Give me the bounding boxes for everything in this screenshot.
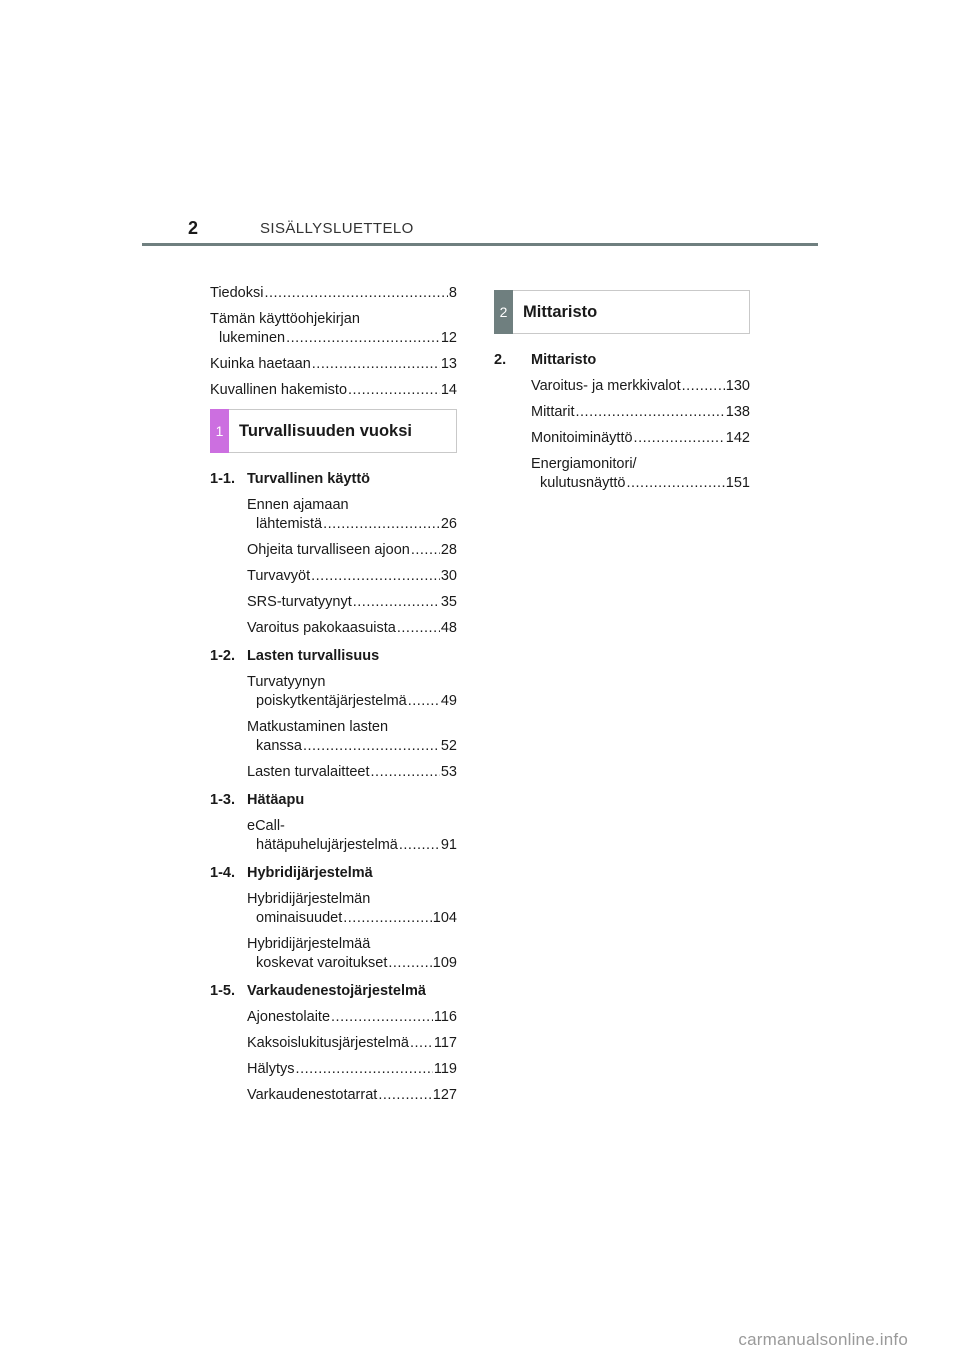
section-number: 1-5. [210, 983, 235, 999]
toc-entry[interactable] [210, 593, 457, 612]
toc-entry-title: Varoitus pakokaasuista [247, 620, 396, 636]
section-number: 1-1. [210, 471, 235, 487]
toc-entry[interactable] [210, 567, 457, 586]
toc-page-number: 109 [432, 955, 457, 971]
chapter-2-tab-number: 2 [494, 290, 513, 334]
dot-leader [410, 1034, 433, 1053]
toc-column-left [210, 284, 457, 1112]
toc-page-number: 117 [433, 1035, 457, 1051]
toc-page-number: 104 [432, 910, 457, 926]
dot-leader [303, 737, 440, 756]
toc-entry-title-line: Tämän käyttöohjekirjan [210, 311, 360, 327]
toc-entry[interactable] [210, 541, 457, 560]
chapter-2-tab[interactable] [494, 290, 750, 334]
toc-entry-title: poiskytkentäjärjestelmä [256, 693, 407, 709]
dot-leader [576, 403, 725, 422]
header-rule [142, 243, 818, 246]
toc-page-number: 35 [440, 594, 457, 610]
toc-page-number: 116 [433, 1009, 457, 1025]
dot-leader [626, 474, 724, 493]
toc-entry[interactable] [210, 763, 457, 782]
dot-leader [286, 329, 440, 348]
toc-entry[interactable] [210, 381, 457, 400]
toc-entry-title-line: eCall- [247, 818, 285, 834]
chapter-1-tab[interactable] [210, 409, 457, 453]
toc-page-number: 52 [440, 738, 457, 754]
page-header [142, 214, 818, 246]
toc-page-number: 142 [725, 430, 750, 446]
toc-entry-title-line: Hybridijärjestelmän [247, 891, 371, 907]
section-heading[interactable] [210, 864, 457, 883]
section-title: Hybridijärjestelmä [247, 865, 373, 881]
dot-leader [378, 1086, 431, 1105]
section-title: Hätäapu [247, 792, 305, 808]
section-heading[interactable] [210, 982, 457, 1001]
chapter-2-title: Mittaristo [523, 302, 598, 321]
toc-entry-title: Varoitus- ja merkkivalot [531, 378, 681, 394]
header-title: SISÄLLYSLUETTELO [260, 220, 414, 237]
dot-leader [353, 593, 440, 612]
toc-page-number: 49 [440, 693, 457, 709]
section-number: 1-2. [210, 648, 235, 664]
dot-leader [323, 515, 440, 534]
dot-leader [399, 836, 440, 855]
toc-page-number: 127 [432, 1087, 457, 1103]
toc-entry[interactable] [210, 935, 457, 973]
dot-leader [634, 429, 725, 448]
toc-page-number: 91 [440, 837, 457, 853]
toc-entry-title-line: Hybridijärjestelmää [247, 936, 371, 952]
toc-entry[interactable] [210, 890, 457, 928]
toc-page-number: 151 [725, 475, 750, 491]
toc-entry[interactable] [210, 1060, 457, 1079]
intro-list [210, 284, 457, 400]
toc-page-number: 12 [440, 330, 457, 346]
toc-entry-title: Ohjeita turvalliseen ajoon [247, 542, 410, 558]
watermark: carmanualsonline.info [738, 1330, 908, 1349]
toc-entry-title-line: Turvatyynyn [247, 674, 326, 690]
dot-leader [682, 377, 725, 396]
toc-entry[interactable] [494, 403, 750, 422]
toc-entry-title: lähtemistä [256, 516, 323, 532]
toc-entry-title: Varkaudenestotarrat [247, 1087, 378, 1103]
toc-entry[interactable] [210, 355, 457, 374]
toc-page-number: 53 [440, 764, 457, 780]
toc-page-number: 130 [725, 378, 750, 394]
toc-page-number: 48 [440, 620, 457, 636]
section-heading[interactable] [210, 470, 457, 489]
toc-page-number: 30 [440, 568, 457, 584]
toc-entry-title: lukeminen [219, 330, 286, 346]
toc-entry-title: Mittarit [531, 404, 575, 420]
dot-leader [312, 355, 440, 374]
section-heading[interactable] [210, 647, 457, 666]
toc-entry[interactable] [494, 377, 750, 396]
toc-entry-title-line: Matkustaminen lasten [247, 719, 389, 735]
section-heading[interactable] [210, 791, 457, 810]
section-title: Varkaudenestojärjestelmä [247, 983, 426, 999]
dot-leader [397, 619, 440, 638]
toc-page-number: 13 [440, 356, 457, 372]
dot-leader [331, 1008, 433, 1027]
toc-entry[interactable] [210, 619, 457, 638]
dot-leader [311, 567, 440, 586]
dot-leader [371, 763, 440, 782]
toc-entry-title: hätäpuhelujärjestelmä [256, 837, 398, 853]
toc-page-number: 26 [440, 516, 457, 532]
dot-leader [264, 284, 447, 303]
toc-page-number: 8 [448, 285, 457, 301]
toc-entry-title: Tiedoksi [210, 285, 264, 301]
toc-entry-title-line: Ennen ajamaan [247, 497, 349, 513]
toc-entry-title: SRS-turvatyynyt [247, 594, 352, 610]
toc-entry-title: Monitoiminäyttö [531, 430, 633, 446]
toc-entry-title: ominaisuudet [256, 910, 343, 926]
toc-column-right [494, 290, 750, 500]
toc-entry-title: Lasten turvalaitteet [247, 764, 370, 780]
toc-page-number: 14 [440, 382, 457, 398]
dot-leader [388, 954, 431, 973]
toc-entry[interactable] [210, 1034, 457, 1053]
chapter-2-sections [494, 351, 750, 493]
chapter-1-tab-number: 1 [210, 409, 229, 453]
toc-entry-title: Ajonestolaite [247, 1009, 331, 1025]
section-heading[interactable] [494, 351, 750, 370]
toc-entry[interactable] [210, 718, 457, 756]
dot-leader [296, 1060, 433, 1079]
dot-leader [348, 381, 440, 400]
toc-entry-title: kanssa [256, 738, 302, 754]
chapter-1-title: Turvallisuuden vuoksi [239, 421, 412, 440]
dot-leader [343, 909, 432, 928]
toc-entry[interactable] [210, 496, 457, 534]
toc-entry-title-line: Energiamonitori/ [531, 456, 637, 472]
toc-entry[interactable] [210, 673, 457, 711]
section-title: Turvallinen käyttö [247, 471, 371, 487]
dot-leader [411, 541, 440, 560]
toc-entry-title: Kaksoislukitusjärjestelmä [247, 1035, 409, 1051]
toc-entry-title: Kuinka haetaan [210, 356, 311, 372]
section-number: 1-4. [210, 865, 235, 881]
section-number: 1-3. [210, 792, 235, 808]
toc-entry[interactable] [494, 429, 750, 448]
page-number: 2 [188, 218, 199, 238]
toc-page-number: 28 [440, 542, 457, 558]
section-title: Mittaristo [531, 352, 597, 368]
toc-entry-title: Turvavyöt [247, 568, 311, 584]
toc-entry[interactable] [210, 817, 457, 855]
toc-page-number: 119 [433, 1061, 457, 1077]
toc-entry-title: koskevat varoitukset [256, 955, 388, 971]
dot-leader [408, 692, 440, 711]
chapter-1-sections [210, 470, 457, 1105]
section-number: 2. [494, 352, 507, 368]
toc-entry[interactable] [210, 310, 457, 348]
toc-page-number: 138 [725, 404, 750, 420]
toc-entry[interactable] [210, 1008, 457, 1027]
toc-entry-title: Kuvallinen hakemisto [210, 382, 348, 398]
toc-entry[interactable] [494, 455, 750, 493]
toc-entry-title: kulutusnäyttö [540, 475, 626, 491]
section-title: Lasten turvallisuus [247, 648, 380, 664]
toc-entry-title: Hälytys [247, 1061, 295, 1077]
toc-entry[interactable] [210, 284, 457, 303]
toc-entry[interactable] [210, 1086, 457, 1105]
